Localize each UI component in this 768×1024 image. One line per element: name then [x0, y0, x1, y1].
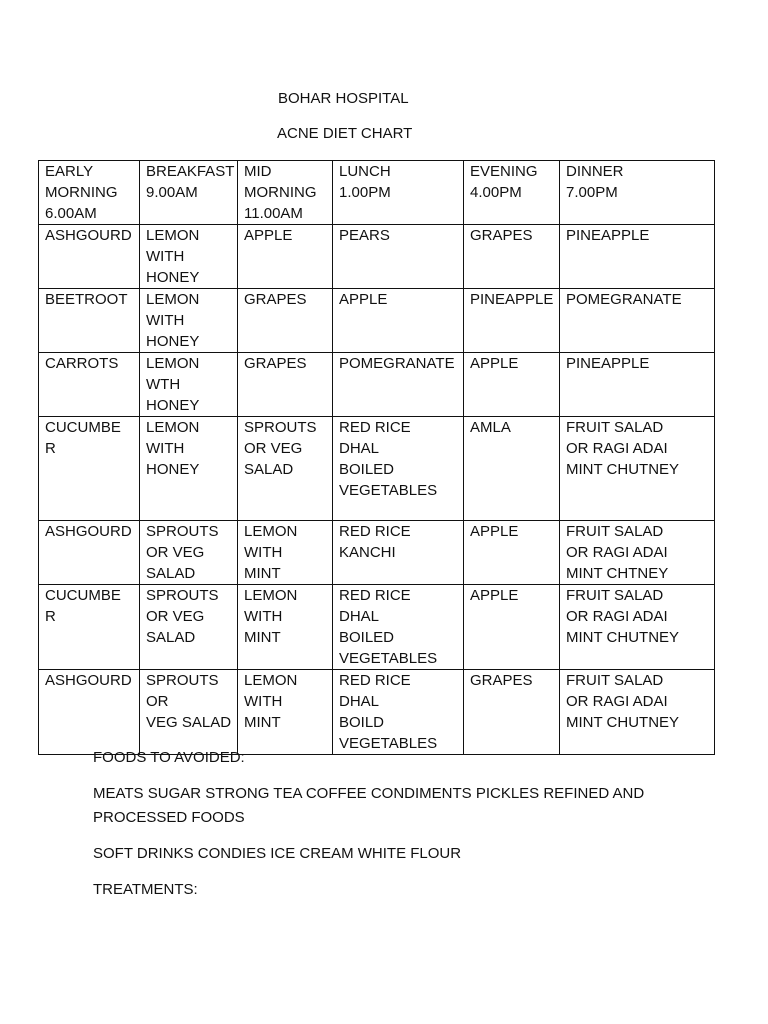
table-cell: FRUIT SALAD OR RAGI ADAI MINT CHUTNEY — [560, 670, 715, 755]
table-row — [39, 521, 715, 585]
table-cell: SPROUTS OR VEG SALAD — [140, 521, 238, 585]
table-cell: PINEAPPLE — [560, 353, 715, 417]
table-cell: RED RICE KANCHI — [333, 521, 464, 585]
header-early-morning: EARLY MORNING 6.00AM — [39, 161, 140, 225]
table-cell: GRAPES — [238, 353, 333, 417]
table-cell: APPLE — [333, 289, 464, 353]
table-cell: APPLE — [238, 225, 333, 289]
foods-to-avoid-list: MEATS SUGAR STRONG TEA COFFEE CONDIMENTS PICKLES REFINED AND PROCESSED FOODS — [93, 785, 645, 826]
table-header-row — [39, 161, 715, 225]
table-cell: FRUIT SALAD OR RAGI ADAI MINT CHUTNEY — [560, 585, 715, 670]
table-cell: RED RICE DHAL BOILD VEGETABLES — [333, 670, 464, 755]
foods-to-avoid-heading: FOODS TO AVOIDED: — [93, 749, 245, 766]
table-cell: RED RICE DHAL BOILED VEGETABLES — [333, 417, 464, 521]
table-cell: PINEAPPLE — [464, 289, 560, 353]
hospital-name: BOHAR HOSPITAL — [278, 90, 409, 107]
table-cell: GRAPES — [464, 670, 560, 755]
table-row — [39, 225, 715, 289]
table-row — [39, 585, 715, 670]
table-cell: GRAPES — [464, 225, 560, 289]
table-cell: POMEGRANATE — [560, 289, 715, 353]
table-cell: LEMON WITH HONEY — [140, 417, 238, 521]
table-cell: CUCUMBE R — [39, 417, 140, 521]
table-row — [39, 353, 715, 417]
table-row — [39, 417, 715, 521]
table-cell: RED RICE DHAL BOILED VEGETABLES — [333, 585, 464, 670]
table-cell: ASHGOURD — [39, 225, 140, 289]
table-cell: SPROUTS OR VEG SALAD — [238, 417, 333, 521]
table-cell: APPLE — [464, 585, 560, 670]
table-cell: ASHGOURD — [39, 670, 140, 755]
table-cell: POMEGRANATE — [333, 353, 464, 417]
table-row — [39, 670, 715, 755]
table-cell: ASHGOURD — [39, 521, 140, 585]
table-cell: LEMON WITH MINT — [238, 521, 333, 585]
page-title: ACNE DIET CHART — [277, 125, 413, 142]
table-cell: LEMON WITH MINT — [238, 585, 333, 670]
table-cell: CUCUMBE R — [39, 585, 140, 670]
table-cell: GRAPES — [238, 289, 333, 353]
table-cell: LEMON WITH HONEY — [140, 289, 238, 353]
table-row — [39, 289, 715, 353]
table-cell: LEMON WTH HONEY — [140, 353, 238, 417]
table-cell: PINEAPPLE — [560, 225, 715, 289]
table-cell: FRUIT SALAD OR RAGI ADAI MINT CHTNEY — [560, 521, 715, 585]
treatments-heading: TREATMENTS: — [93, 881, 198, 898]
header-lunch: LUNCH 1.00PM — [333, 161, 464, 225]
table-cell: PEARS — [333, 225, 464, 289]
diet-chart-table — [38, 160, 715, 755]
table-cell: BEETROOT — [39, 289, 140, 353]
table-cell: APPLE — [464, 521, 560, 585]
table-cell: SPROUTS OR VEG SALAD — [140, 670, 238, 755]
header-dinner: DINNER 7.00PM — [560, 161, 715, 225]
header-mid-morning: MID MORNING 11.00AM — [238, 161, 333, 225]
table-cell: AMLA — [464, 417, 560, 521]
table-cell: LEMON WITH HONEY — [140, 225, 238, 289]
header-breakfast: BREAKFAST 9.00AM — [140, 161, 238, 225]
table-cell: LEMON WITH MINT — [238, 670, 333, 755]
table-cell: APPLE — [464, 353, 560, 417]
table-cell: FRUIT SALAD OR RAGI ADAI MINT CHUTNEY — [560, 417, 715, 521]
table-cell: SPROUTS OR VEG SALAD — [140, 585, 238, 670]
table-cell: CARROTS — [39, 353, 140, 417]
foods-to-avoid-list: SOFT DRINKS CONDIES ICE CREAM WHITE FLOUR — [93, 845, 462, 862]
header-evening: EVENING 4.00PM — [464, 161, 560, 225]
